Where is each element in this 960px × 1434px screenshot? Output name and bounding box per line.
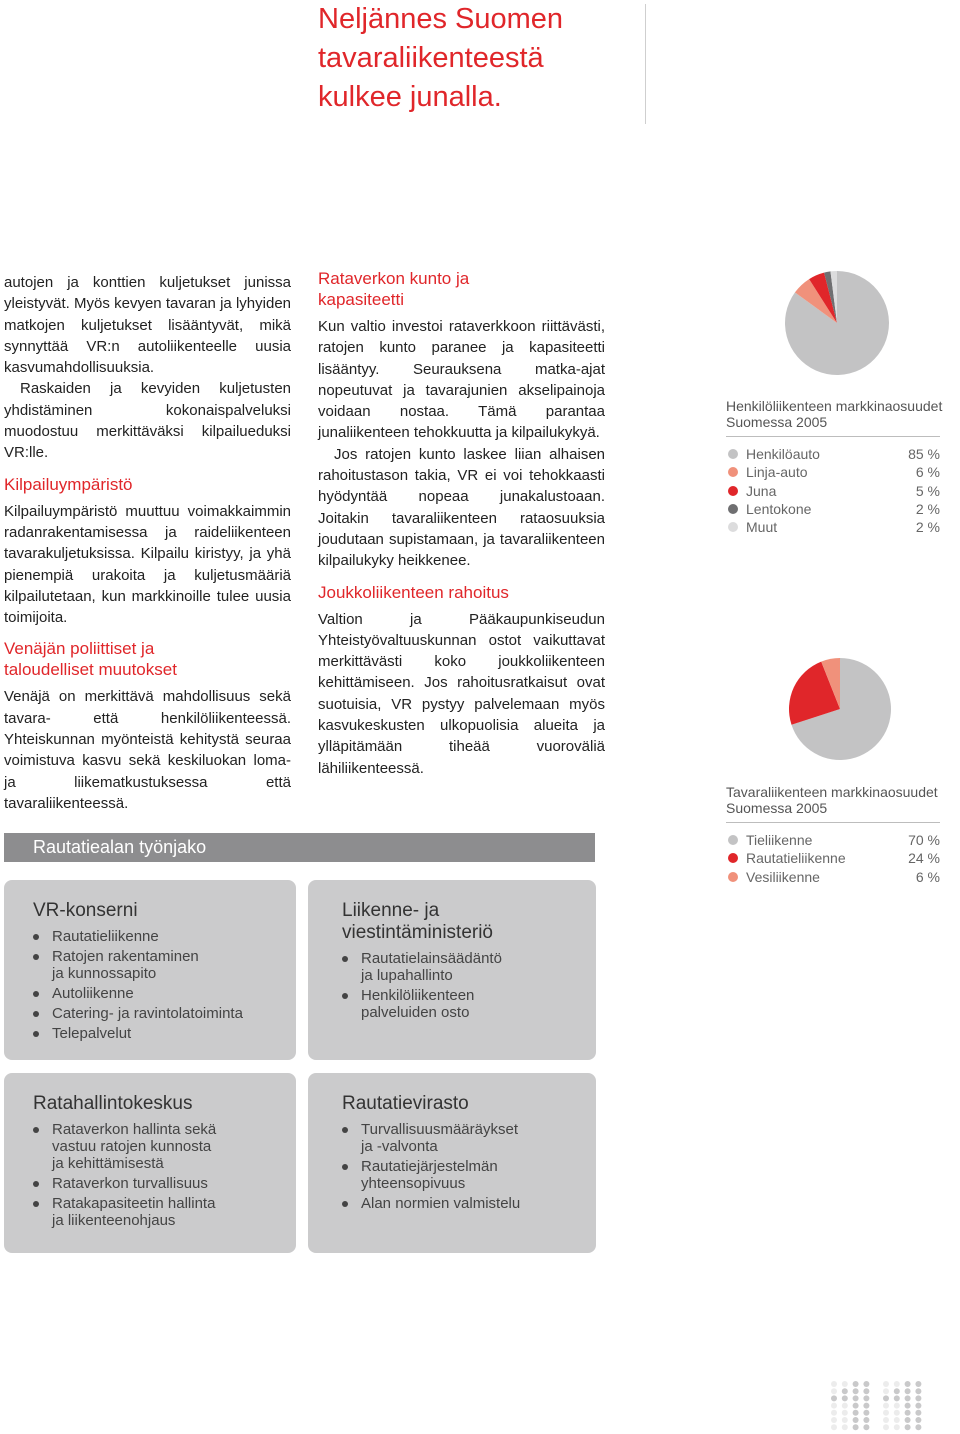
legend-label: Muut	[746, 519, 778, 536]
page-number-dot	[842, 1424, 848, 1430]
page-number-dot	[915, 1424, 921, 1430]
page-number-dot	[894, 1388, 900, 1394]
list-item: Rataverkon hallinta sekä vastuu ratojen kunnosta ja kehittämisestä	[33, 1121, 276, 1172]
page-number-dot	[842, 1410, 848, 1416]
divider	[645, 4, 646, 124]
legend-swatch	[728, 872, 738, 882]
page-number-dot	[915, 1388, 921, 1394]
headline	[318, 0, 648, 117]
paragraph: Valtion ja Pääkaupunkiseudun Yhteistyövaltuuskunnan ostot vaikuttavat merkittävästi koko joukkoliikenteen kehittämiseen. Jos rahoitusratkaisut ovat suotuisia, VR pystyy palvelemaan myös kasvukeskusten ulkopuolisia alueita ja ylläpitämään tiheää vuoroväliä lähiliikenteessä.	[318, 610, 605, 777]
page-number-dot	[853, 1388, 859, 1394]
paragraph: Raskaiden ja kevyiden kuljetusten yhdistäminen kokonaispalveluksi muodostuu merkittäväksi kilpailueduksi VR:lle.	[4, 380, 291, 462]
page-number-dot	[905, 1417, 911, 1423]
card-list	[33, 1121, 276, 1229]
page-number-dot	[863, 1417, 869, 1423]
legend-value: 6 %	[915, 868, 940, 885]
page-number-11	[826, 1380, 936, 1432]
legend-item	[726, 849, 940, 867]
legend-item	[726, 518, 940, 536]
passenger-legend	[726, 398, 958, 536]
page-number-dot	[831, 1388, 837, 1394]
paragraph: Venäjä on merkittävä mahdollisuus sekä tavara- että henkilöliikenteessä. Yhteiskunnan myönteistä kehitystä seuraa voimistuva kasvu sekä keskiluokan loma- ja liikematkustuksessa että tavaraliikenteessä.	[4, 688, 291, 812]
org-card-ministry	[308, 880, 596, 1060]
list-item: Catering- ja ravintolatoiminta	[33, 1005, 276, 1022]
legend-title: Tavaraliikenteen markkinaosuudet Suomessa 2005	[726, 784, 938, 816]
page-number-dot	[915, 1417, 921, 1423]
page-number-dot	[831, 1424, 837, 1430]
headline-line: kulkee junalla.	[318, 81, 502, 113]
page-number-dot	[831, 1395, 837, 1401]
page-number-dot	[883, 1388, 889, 1394]
legend-value: 6 %	[915, 464, 940, 481]
headline-line: Neljännes Suomen	[318, 3, 564, 35]
legend-label: Juna	[746, 482, 777, 499]
legend-swatch	[728, 504, 738, 514]
list-item: Ratakapasiteetin hallinta ja liikenteenohjaus	[33, 1195, 276, 1229]
list-item: Rataverkon turvallisuus	[33, 1175, 276, 1192]
legend-item	[726, 463, 940, 481]
page-number-dot	[863, 1403, 869, 1409]
passenger-pie-chart	[784, 270, 890, 376]
page-number-dot	[915, 1410, 921, 1416]
section-heading: Kilpailuympäristö	[4, 474, 133, 494]
page-number-dot	[915, 1381, 921, 1387]
legend-label: Henkilöauto	[746, 446, 820, 462]
legend-swatch	[728, 835, 738, 845]
list-item: Ratojen rakentaminen ja kunnossapito	[33, 948, 276, 982]
legend-value: 2 %	[915, 500, 940, 517]
page-number-dot	[842, 1403, 848, 1409]
page-number-dot	[842, 1388, 848, 1394]
page-number-dot	[831, 1417, 837, 1423]
page-number-dot	[894, 1410, 900, 1416]
paragraph: Kun valtio investoi rataverkkoon riittävästi, ratojen kunto paranee ja kapasiteetti lisääntyy. Seurauksena matka-ajat nopeutuvat ja tavarajunien akselipainoja voidaan nostaa. Tämä parantaa junaliikenteen tehokkuutta ja kilpailukykyä.	[318, 318, 605, 442]
page-number-dot	[905, 1403, 911, 1409]
paragraph: Kilpailuympäristö muuttuu voimakkaimmin radanrakentamisessa ja raideliikenteen tavarakuljetuksissa. Kilpailu kiristyy, ja yhä pienempiä urakoita ja kuljetusmääriä kilpailutetaan, kun markkinoille tulee uusia toimijoita.	[4, 502, 291, 627]
page-number-dot	[842, 1417, 848, 1423]
page-number-dot	[905, 1388, 911, 1394]
page-number-dot	[863, 1381, 869, 1387]
legend-swatch	[728, 486, 738, 496]
org-card-rautatievirasto	[308, 1073, 596, 1253]
legend-value: 2 %	[915, 519, 940, 536]
page-number-dot	[853, 1381, 859, 1387]
legend-list	[726, 445, 940, 536]
page-number-dot	[853, 1395, 859, 1401]
legend-label: Linja-auto	[746, 464, 808, 481]
page-number-dot	[863, 1388, 869, 1394]
page-number-dot	[883, 1395, 889, 1401]
legend-value: 24 %	[908, 850, 940, 867]
page-number-dot	[831, 1381, 837, 1387]
page-number-dot	[905, 1410, 911, 1416]
legend-label: Vesiliikenne	[746, 868, 820, 885]
page-number-dot	[894, 1424, 900, 1430]
list-item: Turvallisuusmääräykset ja -valvonta	[342, 1121, 576, 1155]
page-number-dot	[905, 1424, 911, 1430]
legend-swatch	[728, 449, 738, 459]
legend-item	[726, 868, 940, 886]
headline-line: tavaraliikenteestä	[318, 42, 544, 74]
legend-item	[726, 500, 940, 518]
page-number-dot	[831, 1410, 837, 1416]
section-heading: Rataverkon kunto ja kapasiteetti	[318, 269, 470, 309]
legend-item	[726, 482, 940, 500]
page-number-dot	[863, 1410, 869, 1416]
page-number-dot	[842, 1395, 848, 1401]
legend-divider	[726, 436, 940, 437]
legend-label: Lentokone	[746, 500, 812, 517]
paragraph: autojen ja konttien kuljetukset junissa yleistyvät. Myös kevyen tavaran ja lyhyiden matkojen kuljetukset lisääntyvät, mikä synnyttää VR:n autoliikenteelle uusia kasvumahdollisuuksia.	[4, 274, 291, 377]
freight-legend	[726, 784, 958, 886]
page-number-dot	[894, 1381, 900, 1387]
org-card-vr	[4, 880, 296, 1060]
page-number-dot	[915, 1403, 921, 1409]
page-number-dot	[905, 1395, 911, 1401]
list-item: Henkilöliikenteen palveluiden osto	[342, 987, 576, 1021]
page-number-dot	[883, 1410, 889, 1416]
page-number-dot	[883, 1417, 889, 1423]
page-number-dot	[853, 1410, 859, 1416]
page-number-dot	[853, 1424, 859, 1430]
page-number-dot	[894, 1417, 900, 1423]
page-number-dot	[853, 1403, 859, 1409]
card-list	[342, 1121, 576, 1212]
legend-item	[726, 831, 940, 849]
paragraph: Jos ratojen kunto laskee liian alhaisen rahoitustason takia, VR ei voi tehokkaasti hyödyntää nopeaa junakalustoaan. Joitakin tavaraliikenteen rataosuuksia joudutaan supistamaan, ja tavaraliikenteen kilpailukyky heikkenee.	[318, 445, 605, 570]
legend-value: 5 %	[915, 482, 940, 499]
page-number-dot	[842, 1381, 848, 1387]
text-column-2	[318, 268, 605, 779]
legend-title: Henkilöliikenteen markkinaosuudet Suomessa 2005	[726, 398, 943, 430]
page-number-dot	[853, 1417, 859, 1423]
page-number-dot	[863, 1424, 869, 1430]
legend-label: Rautatieliikenne	[746, 850, 846, 867]
legend-label: Tieliikenne	[746, 832, 813, 848]
list-item: Rautatieliikenne	[33, 928, 276, 945]
page-number-dot	[894, 1403, 900, 1409]
text-column-1	[4, 272, 291, 814]
page-number-dot	[883, 1403, 889, 1409]
list-item: Alan normien valmistelu	[342, 1195, 576, 1212]
list-item: Rautatiejärjestelmän yhteensopivuus	[342, 1158, 576, 1192]
card-title: Ratahallintokeskus	[33, 1093, 193, 1114]
legend-swatch	[728, 522, 738, 532]
card-list	[342, 950, 576, 1021]
card-title: VR-konserni	[33, 900, 138, 921]
section-heading: Joukkoliikenteen rahoitus	[318, 582, 509, 602]
card-title: Liikenne- ja viestintäministeriö	[342, 900, 493, 943]
list-item: Autoliikenne	[33, 985, 276, 1002]
legend-item	[726, 445, 940, 463]
legend-value: 70 %	[908, 832, 940, 848]
legend-value: 85 %	[908, 446, 940, 462]
page-number-dot	[915, 1395, 921, 1401]
page-number-dot	[863, 1395, 869, 1401]
legend-list	[726, 831, 940, 886]
page-number-dot	[894, 1395, 900, 1401]
legend-swatch	[728, 467, 738, 477]
legend-divider	[726, 822, 940, 823]
org-card-ratahallintokeskus	[4, 1073, 296, 1253]
section-heading: Venäjän poliittiset ja taloudelliset muutokset	[4, 639, 177, 680]
page-number-dot	[883, 1424, 889, 1430]
freight-pie-chart	[788, 657, 892, 761]
page-number-dot	[831, 1403, 837, 1409]
legend-swatch	[728, 853, 738, 863]
section-banner: Rautatiealan työnjako	[4, 833, 595, 862]
card-list	[33, 928, 276, 1042]
page-number-dot	[905, 1381, 911, 1387]
card-title: Rautatievirasto	[342, 1093, 469, 1114]
list-item: Telepalvelut	[33, 1025, 276, 1042]
list-item: Rautatielainsäädäntö ja lupahallinto	[342, 950, 576, 984]
page-number-dot	[883, 1381, 889, 1387]
